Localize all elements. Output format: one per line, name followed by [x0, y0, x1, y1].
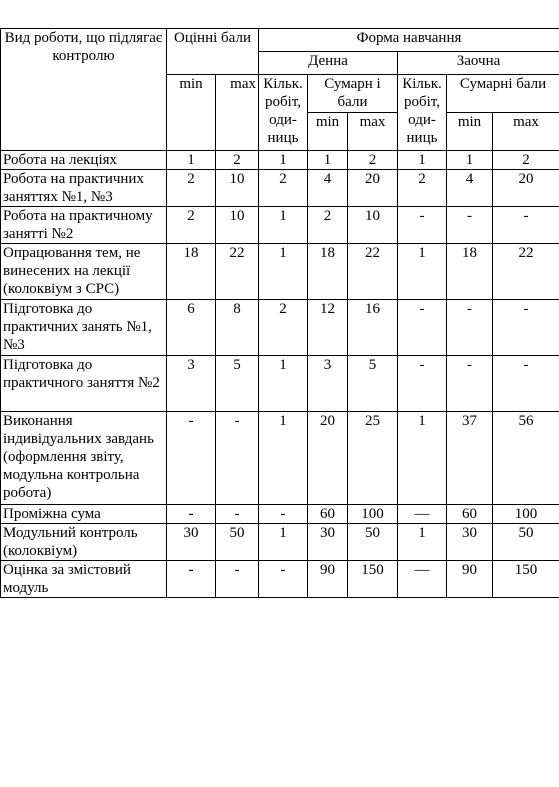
table-row: [1, 412, 559, 505]
row-min: 6: [167, 300, 216, 356]
header-ft-min: min: [308, 113, 348, 151]
header-pt-total: Сумарні бали: [447, 75, 559, 113]
row-pt-min: 37: [447, 412, 493, 505]
row-pt-max: 56: [493, 412, 559, 505]
row-pt-min: 30: [447, 524, 493, 561]
row-pt-min: 18: [447, 244, 493, 300]
row-max: 2: [216, 151, 259, 170]
row-pt-count: 1: [398, 244, 447, 300]
row-pt-count: 2: [398, 170, 447, 207]
row-pt-max: -: [493, 356, 559, 412]
row-pt-count: —: [398, 505, 447, 524]
row-max: 10: [216, 207, 259, 244]
row-ft-count: 1: [259, 356, 308, 412]
table-body: [1, 151, 559, 598]
row-pt-max: -: [493, 300, 559, 356]
row-activity: Підготовка до практичного заняття №2: [1, 356, 167, 412]
row-ft-count: -: [259, 561, 308, 598]
table-row: [1, 356, 559, 412]
table-row: [1, 561, 559, 598]
row-activity: Виконання індивідуальних завдань (оформлення звіту, модульна контрольна робота): [1, 412, 167, 505]
row-max: 50: [216, 524, 259, 561]
table-row: [1, 505, 559, 524]
header-min: min: [167, 75, 216, 151]
row-pt-min: 4: [447, 170, 493, 207]
row-pt-count: 1: [398, 412, 447, 505]
row-max: 5: [216, 356, 259, 412]
row-pt-min: 60: [447, 505, 493, 524]
row-activity: Підготовка до практичних занять №1, №3: [1, 300, 167, 356]
row-activity: Модульний контроль (колоквіум): [1, 524, 167, 561]
row-ft-count: 1: [259, 207, 308, 244]
header-ft-total: Сумарн і бали: [308, 75, 398, 113]
row-pt-max: 22: [493, 244, 559, 300]
table-row: [1, 244, 559, 300]
header-study-form: Форма навчання: [259, 29, 559, 52]
row-pt-count: 1: [398, 151, 447, 170]
row-ft-count: -: [259, 505, 308, 524]
row-ft-count: 1: [259, 244, 308, 300]
row-ft-min: 4: [308, 170, 348, 207]
row-ft-min: 30: [308, 524, 348, 561]
header-pt-max: max: [493, 113, 559, 151]
row-ft-max: 50: [348, 524, 398, 561]
row-max: -: [216, 505, 259, 524]
header-full-time: Денна: [259, 52, 398, 75]
row-pt-count: 1: [398, 524, 447, 561]
row-max: 22: [216, 244, 259, 300]
table-row: [1, 170, 559, 207]
row-ft-count: 1: [259, 524, 308, 561]
row-min: 30: [167, 524, 216, 561]
header-activity: Вид роботи, що підлягає контролю: [1, 29, 167, 151]
header-part-time: Заочна: [398, 52, 559, 75]
header-assessment-points: Оцінні бали: [167, 29, 259, 75]
row-pt-max: 50: [493, 524, 559, 561]
row-pt-max: 150: [493, 561, 559, 598]
row-ft-max: 22: [348, 244, 398, 300]
header-pt-min: min: [447, 113, 493, 151]
row-pt-max: 100: [493, 505, 559, 524]
row-pt-count: —: [398, 561, 447, 598]
row-activity: Робота на практичних заняттях №1, №3: [1, 170, 167, 207]
row-activity: Оцінка за змістовий модуль: [1, 561, 167, 598]
row-min: 2: [167, 207, 216, 244]
row-pt-count: -: [398, 300, 447, 356]
row-pt-count: -: [398, 207, 447, 244]
header-ft-count: Кільк. робіт, оди-ниць: [259, 75, 308, 151]
row-min: 2: [167, 170, 216, 207]
row-pt-max: 20: [493, 170, 559, 207]
row-ft-max: 20: [348, 170, 398, 207]
row-ft-max: 150: [348, 561, 398, 598]
table-header: [1, 29, 559, 151]
row-ft-min: 12: [308, 300, 348, 356]
row-ft-min: 3: [308, 356, 348, 412]
row-min: -: [167, 561, 216, 598]
table-row: [1, 151, 559, 170]
row-ft-count: 1: [259, 151, 308, 170]
row-min: 18: [167, 244, 216, 300]
row-activity: Опрацювання тем, не винесених на лекції (колоквіум з СРС): [1, 244, 167, 300]
row-max: -: [216, 561, 259, 598]
row-ft-min: 1: [308, 151, 348, 170]
header-max: max: [216, 75, 259, 151]
row-ft-min: 20: [308, 412, 348, 505]
row-max: 10: [216, 170, 259, 207]
row-pt-min: -: [447, 207, 493, 244]
row-ft-min: 60: [308, 505, 348, 524]
assessment-table: [0, 28, 559, 598]
row-ft-count: 2: [259, 170, 308, 207]
row-ft-max: 25: [348, 412, 398, 505]
row-ft-min: 2: [308, 207, 348, 244]
row-pt-min: -: [447, 356, 493, 412]
row-pt-count: -: [398, 356, 447, 412]
row-activity: Робота на практичному занятті №2: [1, 207, 167, 244]
header-ft-max: max: [348, 113, 398, 151]
row-pt-min: -: [447, 300, 493, 356]
row-min: 3: [167, 356, 216, 412]
row-ft-count: 1: [259, 412, 308, 505]
row-activity: Робота на лекціях: [1, 151, 167, 170]
row-ft-count: 2: [259, 300, 308, 356]
row-pt-max: 2: [493, 151, 559, 170]
row-min: -: [167, 412, 216, 505]
row-pt-min: 1: [447, 151, 493, 170]
row-ft-max: 16: [348, 300, 398, 356]
table-row: [1, 207, 559, 244]
row-min: -: [167, 505, 216, 524]
row-pt-min: 90: [447, 561, 493, 598]
row-pt-max: -: [493, 207, 559, 244]
header-pt-count: Кільк. робіт, оди-ниць: [398, 75, 447, 151]
row-max: 8: [216, 300, 259, 356]
table-row: [1, 300, 559, 356]
row-ft-max: 5: [348, 356, 398, 412]
row-ft-max: 100: [348, 505, 398, 524]
row-ft-min: 90: [308, 561, 348, 598]
row-ft-max: 2: [348, 151, 398, 170]
row-activity: Проміжна сума: [1, 505, 167, 524]
row-max: -: [216, 412, 259, 505]
row-ft-min: 18: [308, 244, 348, 300]
table-row: [1, 524, 559, 561]
row-min: 1: [167, 151, 216, 170]
row-ft-max: 10: [348, 207, 398, 244]
